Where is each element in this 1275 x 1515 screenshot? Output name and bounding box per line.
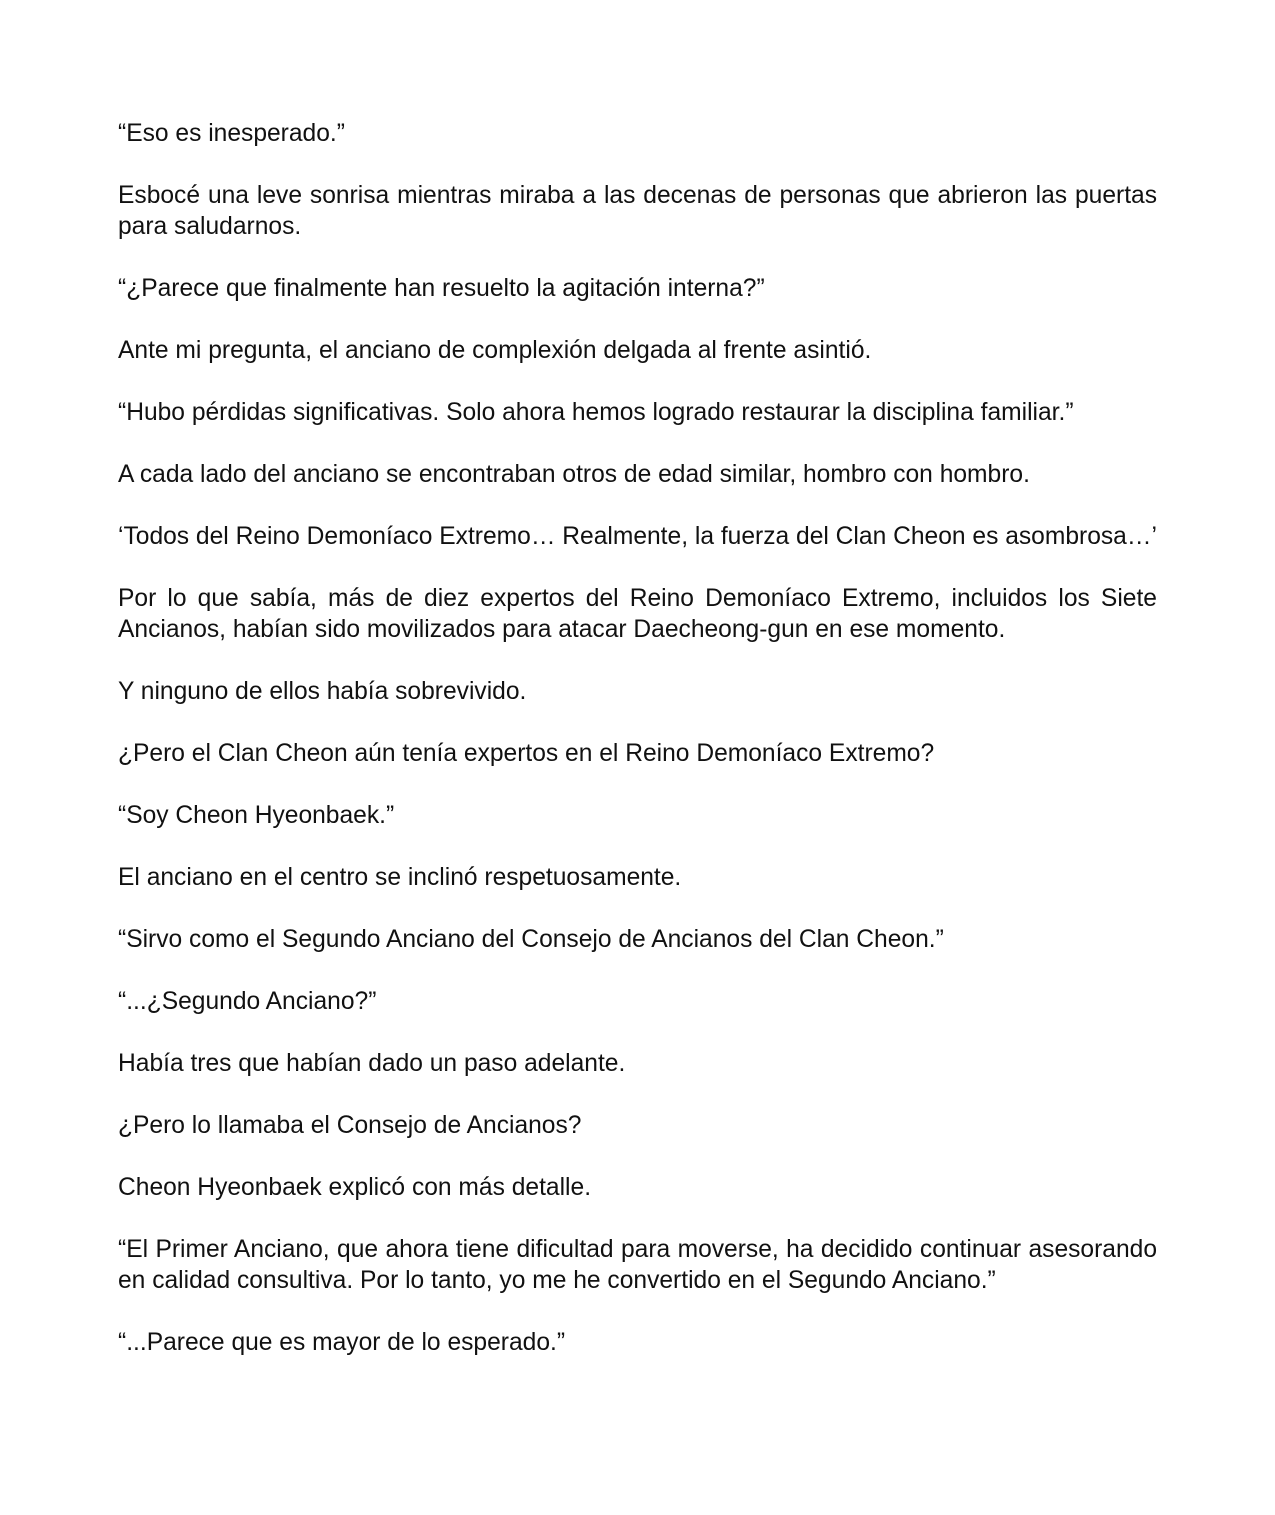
- paragraph-4: Ante mi pregunta, el anciano de complexión delgada al frente asintió.: [118, 337, 872, 364]
- paragraph-9: Y ninguno de ellos había sobrevivido.: [118, 678, 527, 705]
- paragraph-1: “Eso es inesperado.”: [118, 120, 345, 147]
- paragraph-19: “...Parece que es mayor de lo esperado.”: [118, 1329, 566, 1356]
- paragraph-12: El anciano en el centro se inclinó respetuosamente.: [118, 864, 682, 891]
- document-page: [118, 118, 1157, 1389]
- paragraph-17: Cheon Hyeonbaek explicó con más detalle.: [118, 1174, 592, 1201]
- paragraph-13: “Sirvo como el Segundo Anciano del Consejo de Ancianos del Clan Cheon.”: [118, 926, 944, 953]
- paragraph-5: “Hubo pérdidas significativas. Solo ahora hemos logrado restaurar la disciplina familiar.”: [118, 399, 1074, 426]
- paragraph-3: “¿Parece que finalmente han resuelto la agitación interna?”: [118, 275, 765, 302]
- paragraph-7: ‘Todos del Reino Demoníaco Extremo… Realmente, la fuerza del Clan Cheon es asombrosa…’: [118, 523, 1157, 550]
- paragraph-14: “...¿Segundo Anciano?”: [118, 988, 377, 1015]
- paragraph-11: “Soy Cheon Hyeonbaek.”: [118, 802, 395, 829]
- paragraph-16: ¿Pero lo llamaba el Consejo de Ancianos?: [118, 1112, 582, 1139]
- paragraph-2: Esbocé una leve sonrisa mientras miraba a las decenas de personas que abrieron las puertas para saludarnos.: [118, 182, 1157, 240]
- paragraph-8: Por lo que sabía, más de diez expertos del Reino Demoníaco Extremo, incluidos los Siete Ancianos, habían sido movilizados para atacar Daecheong-gun en ese momento.: [118, 585, 1157, 643]
- paragraph-10: ¿Pero el Clan Cheon aún tenía expertos en el Reino Demoníaco Extremo?: [118, 740, 935, 767]
- paragraph-15: Había tres que habían dado un paso adelante.: [118, 1050, 626, 1077]
- paragraph-6: A cada lado del anciano se encontraban otros de edad similar, hombro con hombro.: [118, 461, 1030, 488]
- paragraph-18: “El Primer Anciano, que ahora tiene dificultad para moverse, ha decidido continuar asesorando en calidad consultiva. Por lo tanto, yo me he convertido en el Segundo Anciano.”: [118, 1236, 1157, 1294]
